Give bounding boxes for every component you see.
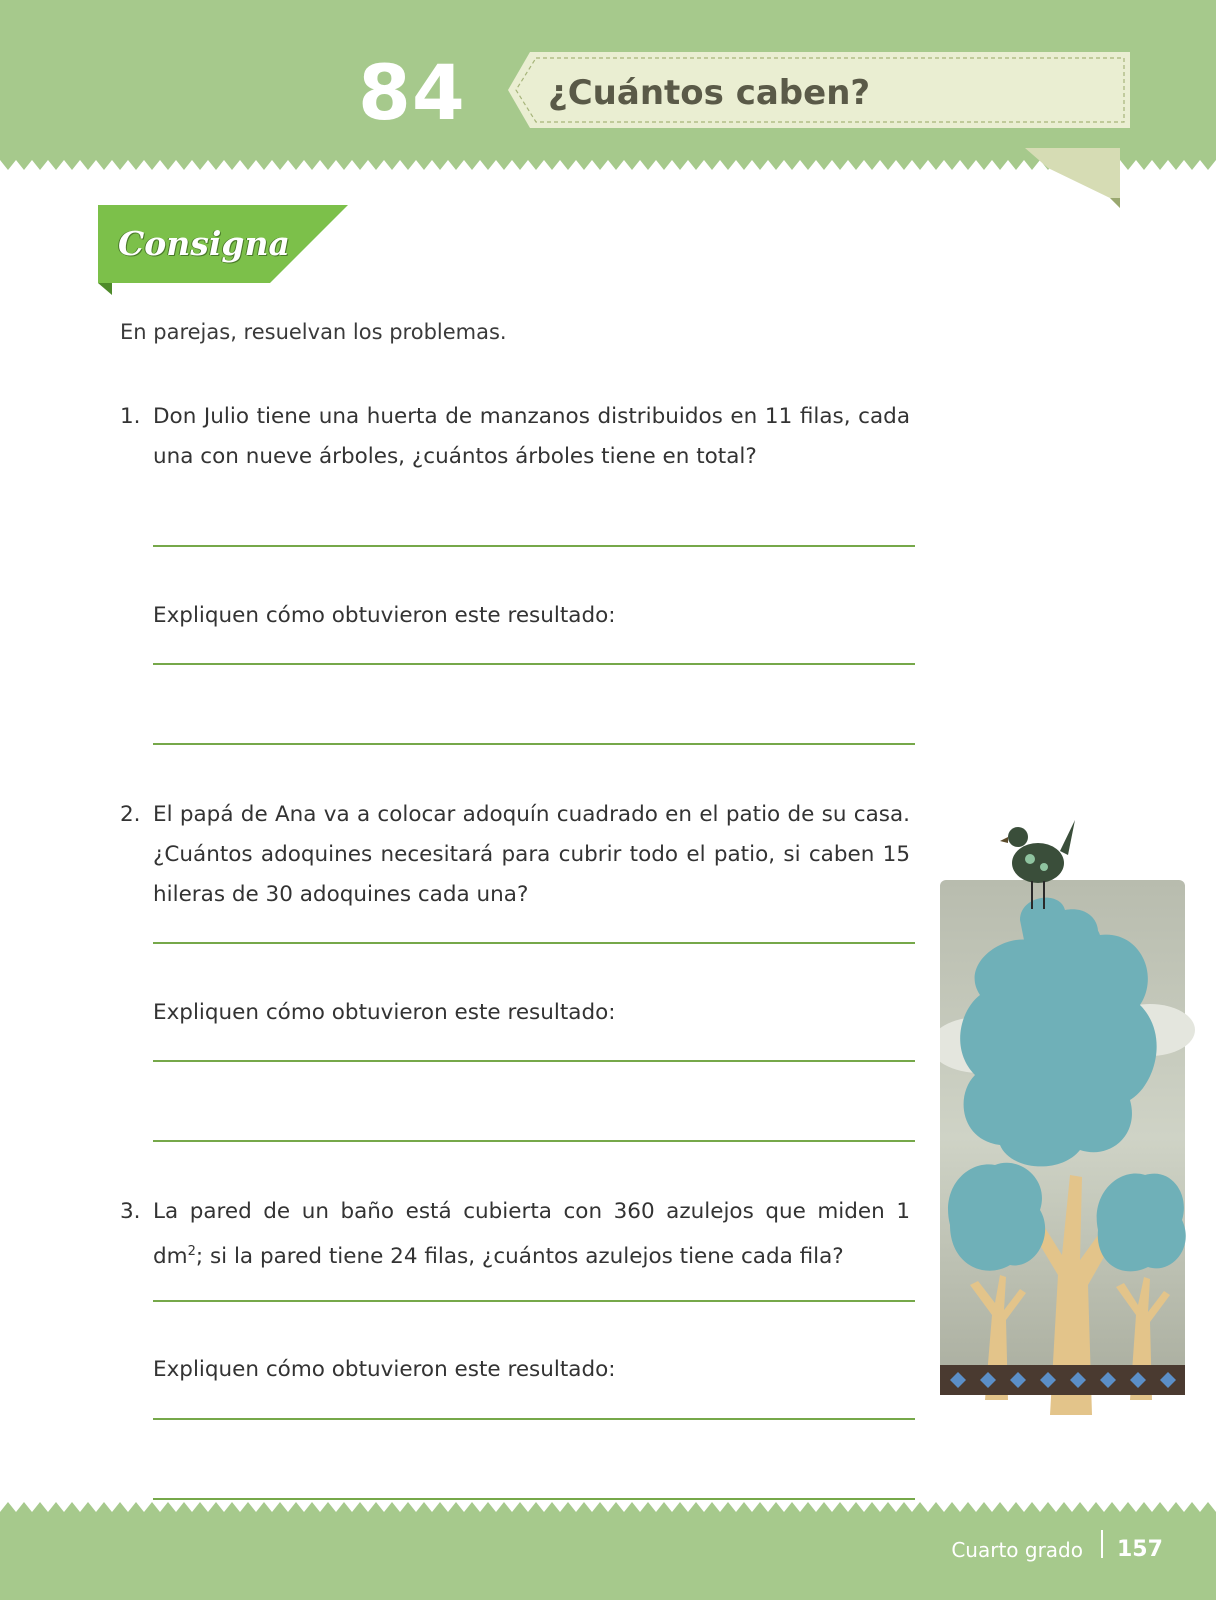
- problem-text-part: ; si la pared tiene 24 filas, ¿cuántos azulejos tiene cada fila?: [195, 1244, 844, 1270]
- trees-illustration: [940, 815, 1195, 1420]
- footer-divider: [1101, 1530, 1103, 1558]
- answer-line[interactable]: [153, 1498, 915, 1500]
- problem-text: El papá de Ana va a colocar adoquín cuadrado en el patio de su casa. ¿Cuántos adoquines necesitará para cubrir todo el patio, si caben 15 hileras de 30 adoquines cada una?: [153, 802, 910, 907]
- instruction-text: En parejas, resuelvan los problemas.: [120, 320, 507, 344]
- page-header: [0, 0, 1216, 185]
- answer-line[interactable]: [153, 743, 915, 745]
- problem-text: [153, 1192, 910, 1277]
- problem-3: [120, 1192, 910, 1277]
- answer-line[interactable]: [153, 545, 915, 547]
- page-number: 157: [1117, 1537, 1163, 1562]
- explain-prompt: Expliquen cómo obtuvieron este resultado:: [153, 1357, 616, 1382]
- superscript: 2: [187, 1244, 196, 1259]
- problem-text: Don Julio tiene una huerta de manzanos distribuidos en 11 filas, cada una con nueve árboles, ¿cuántos árboles tiene en total?: [153, 404, 910, 469]
- answer-line[interactable]: [153, 1300, 915, 1302]
- problem-2: [120, 795, 910, 915]
- lesson-title: ¿Cuántos caben?: [548, 73, 871, 113]
- problem-text-part: La pared de un baño está cubierta con 360 azulejos que miden 1 dm: [153, 1199, 910, 1270]
- answer-line[interactable]: [153, 663, 915, 665]
- problem-number: 1.: [120, 404, 141, 429]
- problem-number: 2.: [120, 802, 141, 827]
- lesson-number: 84: [358, 48, 466, 137]
- consigna-label: Consigna: [118, 224, 290, 263]
- grade-label: Cuarto grado: [951, 1538, 1083, 1562]
- problem-1: [120, 397, 910, 477]
- explain-prompt: Expliquen cómo obtuvieron este resultado:: [153, 1000, 616, 1025]
- answer-line[interactable]: [153, 1140, 915, 1142]
- problem-number: 3.: [120, 1199, 141, 1224]
- answer-line[interactable]: [153, 1418, 915, 1420]
- explain-prompt: Expliquen cómo obtuvieron este resultado:: [153, 603, 616, 628]
- answer-line[interactable]: [153, 942, 915, 944]
- answer-line[interactable]: [153, 1060, 915, 1062]
